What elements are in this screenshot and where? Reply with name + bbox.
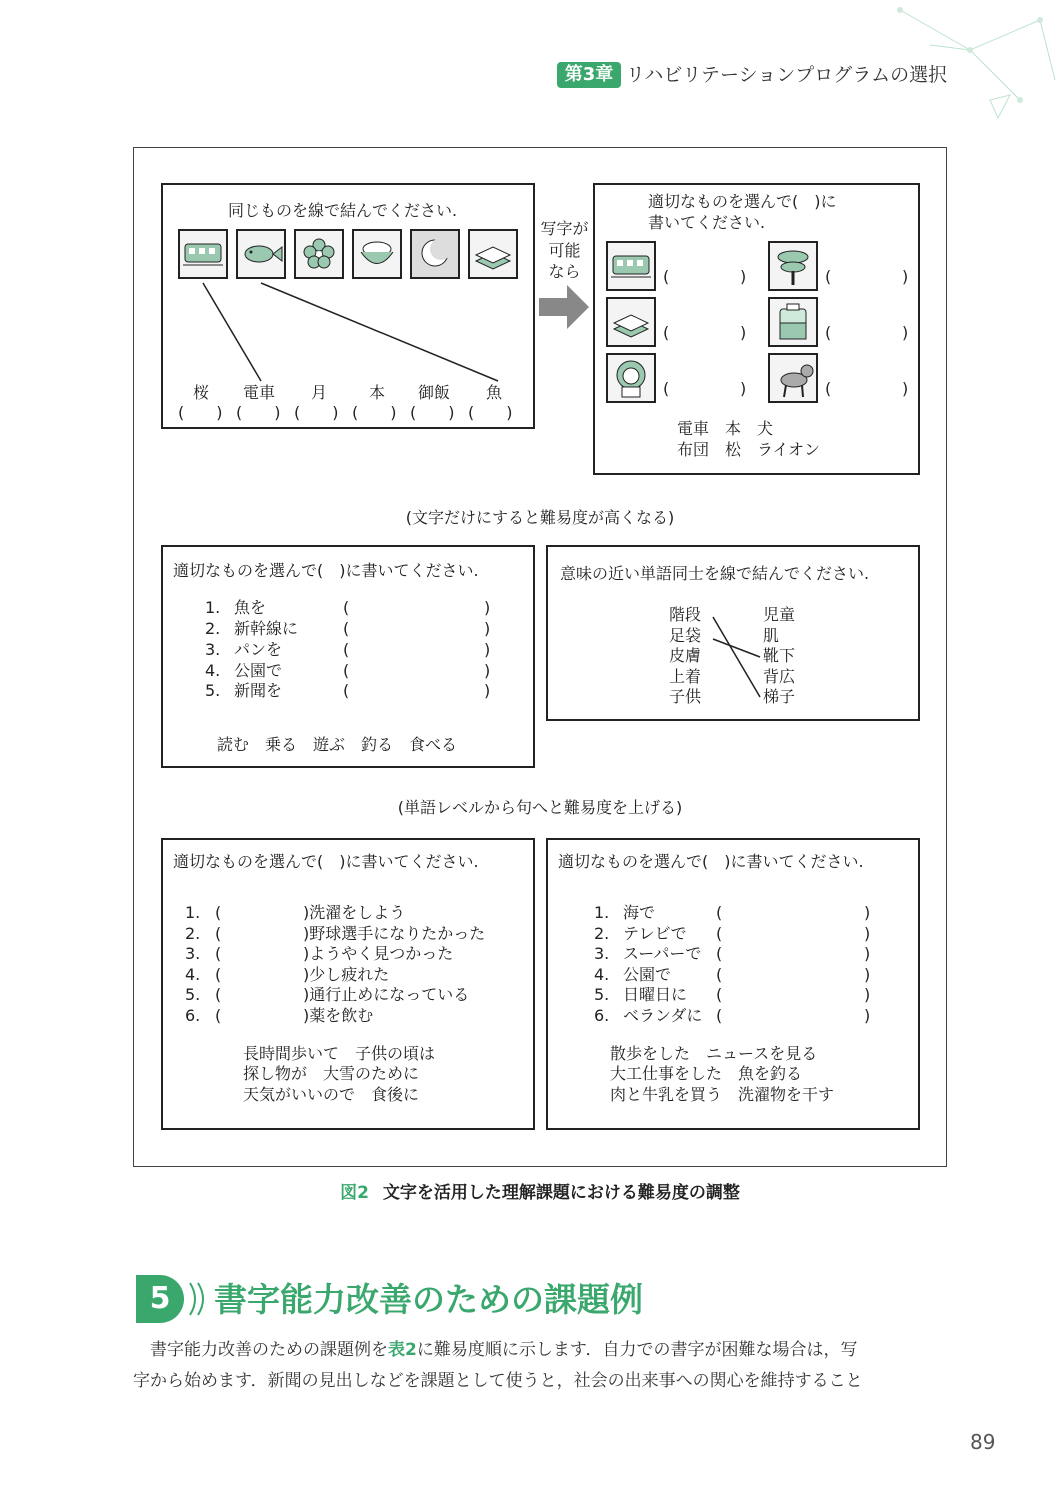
- panel-fill-predicate: [546, 838, 920, 1130]
- paren-open: (: [215, 1006, 222, 1025]
- paren-close: ): [484, 661, 491, 680]
- close-paren: ): [902, 267, 909, 286]
- panel-d-connector-lines: [548, 547, 918, 717]
- paren-close: ): [484, 681, 491, 700]
- train-icon: [606, 241, 656, 291]
- paren-open: (: [343, 619, 350, 638]
- figure-caption-label: 図2: [340, 1183, 369, 1203]
- answer-blank[interactable]: ( ): [294, 403, 339, 422]
- answer-blank[interactable]: ( ): [410, 403, 455, 422]
- paren-close: ): [864, 944, 871, 963]
- paren-close: ): [864, 903, 871, 922]
- futon-icon: [768, 297, 818, 347]
- panel-fill-verb: [161, 545, 535, 768]
- panel-picture-to-word: [593, 183, 920, 475]
- phrase-choices: 探し物が 大雪のために: [243, 1064, 420, 1083]
- paren-close: ): [864, 985, 871, 1004]
- paren-open: (: [343, 661, 350, 680]
- choices-line-2: 布団 松 ライオン: [677, 440, 821, 459]
- paren-open: (: [716, 965, 723, 984]
- word-label: 御飯: [418, 383, 451, 402]
- difficulty-note-1: (文字だけにすると難易度が高くなる): [405, 508, 675, 527]
- left-word: 上着: [669, 667, 702, 686]
- item-text: )洗濯をしよう: [303, 903, 406, 922]
- paren-close: ): [864, 924, 871, 943]
- item-number: 5.: [205, 681, 221, 700]
- arrow-label-line3: なら: [548, 262, 581, 281]
- figure-caption-text: 文字を活用した理解課題における難易度の調整: [382, 1183, 740, 1203]
- paren-open: (: [343, 598, 350, 617]
- paren-open: (: [215, 903, 222, 922]
- predicate-choices: 肉と牛乳を買う 洗濯物を干す: [610, 1085, 835, 1104]
- predicate-choices: 大工仕事をした 魚を釣る: [610, 1064, 803, 1083]
- item-text: 公園で: [623, 965, 672, 984]
- book-icon: [606, 297, 656, 347]
- dog-icon: [768, 353, 818, 403]
- answer-blank[interactable]: ( ): [236, 403, 281, 422]
- open-paren: (: [663, 323, 670, 342]
- right-word: 背広: [763, 667, 796, 686]
- panel-c-instruction: 適切なものを選んで( )に書いてください.: [173, 561, 479, 580]
- panel-e-instruction: 適切なものを選んで( )に書いてください.: [173, 852, 479, 871]
- open-paren: (: [825, 267, 832, 286]
- item-number: 2.: [185, 924, 201, 943]
- item-number: 4.: [205, 661, 221, 680]
- open-paren: (: [825, 379, 832, 398]
- panel-fill-phrase: [161, 838, 535, 1130]
- word-label: 電車: [243, 383, 276, 402]
- panel-d-instruction: 意味の近い単語同士を線で結んでください.: [560, 564, 870, 583]
- close-paren: ): [902, 379, 909, 398]
- word-label: 桜: [193, 383, 210, 402]
- para-text: に難易度順に示します．自力での書字が困難な場合は，写: [416, 1340, 858, 1360]
- item-text: パンを: [234, 640, 283, 659]
- paren-open: (: [716, 903, 723, 922]
- pine-tree-icon: [768, 241, 818, 291]
- item-number: 2.: [205, 619, 221, 638]
- panel-b-instruction-2: 書いてください.: [648, 213, 766, 232]
- item-number: 3.: [185, 944, 201, 963]
- para-text: 書字能力改善のための課題例を: [150, 1340, 388, 1360]
- right-word: 肌: [763, 626, 780, 645]
- left-word: 足袋: [669, 626, 702, 645]
- panel-match-pictures: [161, 183, 535, 429]
- answer-blank[interactable]: ( ): [352, 403, 397, 422]
- item-text: 海で: [623, 903, 656, 922]
- paren-open: (: [215, 965, 222, 984]
- panel-f-instruction: 適切なものを選んで( )に書いてください.: [558, 852, 864, 871]
- item-number: 6.: [185, 1006, 201, 1025]
- open-paren: (: [663, 379, 670, 398]
- item-text: 新幹線に: [234, 619, 299, 638]
- item-text: 公園で: [234, 661, 283, 680]
- panel-synonym-match: [546, 545, 920, 721]
- panel-b-instruction-1: 適切なものを選んで( )に: [648, 192, 837, 211]
- item-number: 5.: [594, 985, 610, 1004]
- item-text: )少し疲れた: [303, 965, 390, 984]
- item-number: 4.: [594, 965, 610, 984]
- difficulty-note-2: (単語レベルから句へと難易度を上げる): [397, 798, 683, 817]
- left-word: 子供: [669, 687, 702, 706]
- paren-open: (: [215, 985, 222, 1004]
- chapter-title: リハビリテーションプログラムの選択: [626, 64, 948, 86]
- item-text: 新聞を: [234, 681, 283, 700]
- paren-open: (: [716, 944, 723, 963]
- close-paren: ): [740, 323, 747, 342]
- open-paren: (: [663, 267, 670, 286]
- item-number: 3.: [205, 640, 221, 659]
- left-word: 皮膚: [669, 646, 702, 665]
- paren-open: (: [343, 640, 350, 659]
- close-paren: ): [902, 323, 909, 342]
- close-paren: ): [740, 379, 747, 398]
- item-text: テレビで: [623, 924, 687, 943]
- item-number: 5.: [185, 985, 201, 1004]
- word-label: 本: [369, 383, 386, 402]
- answer-blank[interactable]: ( ): [468, 403, 513, 422]
- item-text: )薬を飲む: [303, 1006, 374, 1025]
- paren-open: (: [716, 1006, 723, 1025]
- paren-open: (: [215, 924, 222, 943]
- paren-open: (: [716, 924, 723, 943]
- item-number: 1.: [185, 903, 201, 922]
- right-word: 梯子: [763, 687, 796, 706]
- section-title: 書字能力改善のための課題例: [214, 1280, 643, 1319]
- item-text: )通行止めになっている: [303, 985, 470, 1004]
- item-number: 6.: [594, 1006, 610, 1025]
- right-word: 児童: [763, 605, 796, 624]
- item-number: 1.: [205, 598, 221, 617]
- body-paragraph-line2: 字から始めます．新聞の見出しなどを課題として使うと，社会の出来事への関心を維持すること: [133, 1371, 863, 1391]
- paren-close: ): [484, 619, 491, 638]
- item-number: 3.: [594, 944, 610, 963]
- right-word: 靴下: [763, 646, 796, 665]
- open-paren: (: [825, 323, 832, 342]
- paren-open: (: [716, 985, 723, 1004]
- wave-accent-icon: [186, 1279, 212, 1319]
- paren-close: ): [864, 965, 871, 984]
- word-label: 魚: [486, 383, 503, 402]
- panel-a-connector-lines: [163, 185, 533, 425]
- chapter-tag: 第3章: [557, 62, 621, 88]
- item-text: 魚を: [234, 598, 267, 617]
- paren-close: ): [484, 598, 491, 617]
- paren-open: (: [215, 944, 222, 963]
- body-paragraph: [133, 1335, 948, 1365]
- item-number: 2.: [594, 924, 610, 943]
- answer-blank[interactable]: ( ): [178, 403, 223, 422]
- paren-close: ): [864, 1006, 871, 1025]
- item-text: )ようやく見つかった: [303, 944, 454, 963]
- item-number: 1.: [594, 903, 610, 922]
- item-text: ベランダに: [623, 1006, 703, 1025]
- item-text: )野球選手になりたかった: [303, 924, 486, 943]
- left-word: 階段: [669, 605, 702, 624]
- item-number: 4.: [185, 965, 201, 984]
- phrase-choices: 長時間歩いて 子供の頃は: [243, 1044, 436, 1063]
- arrow-label-line2: 可能: [548, 241, 581, 260]
- section-number: 5: [136, 1275, 184, 1323]
- panel-a-instruction: 同じものを線で結んでください.: [228, 201, 458, 220]
- figure-caption: [133, 1178, 947, 1203]
- item-text: スーパーで: [623, 944, 702, 963]
- lion-icon: [606, 353, 656, 403]
- word-label: 月: [311, 383, 328, 402]
- close-paren: ): [740, 267, 747, 286]
- predicate-choices: 散歩をした ニュースを見る: [610, 1044, 818, 1063]
- arrow-label-line1: 写字が: [540, 219, 589, 238]
- item-text: 日曜日に: [623, 985, 688, 1004]
- table-link[interactable]: 表2: [388, 1340, 417, 1360]
- corner-network-decoration: [880, 0, 1063, 120]
- arrow-right-icon: [539, 285, 591, 329]
- paren-close: ): [484, 640, 491, 659]
- phrase-choices: 天気がいいので 食後に: [243, 1085, 420, 1104]
- paren-open: (: [343, 681, 350, 700]
- choices-line-1: 電車 本 犬: [677, 419, 774, 438]
- page-number: 89: [970, 1430, 996, 1454]
- verb-choices: 読む 乗る 遊ぶ 釣る 食べる: [217, 735, 458, 754]
